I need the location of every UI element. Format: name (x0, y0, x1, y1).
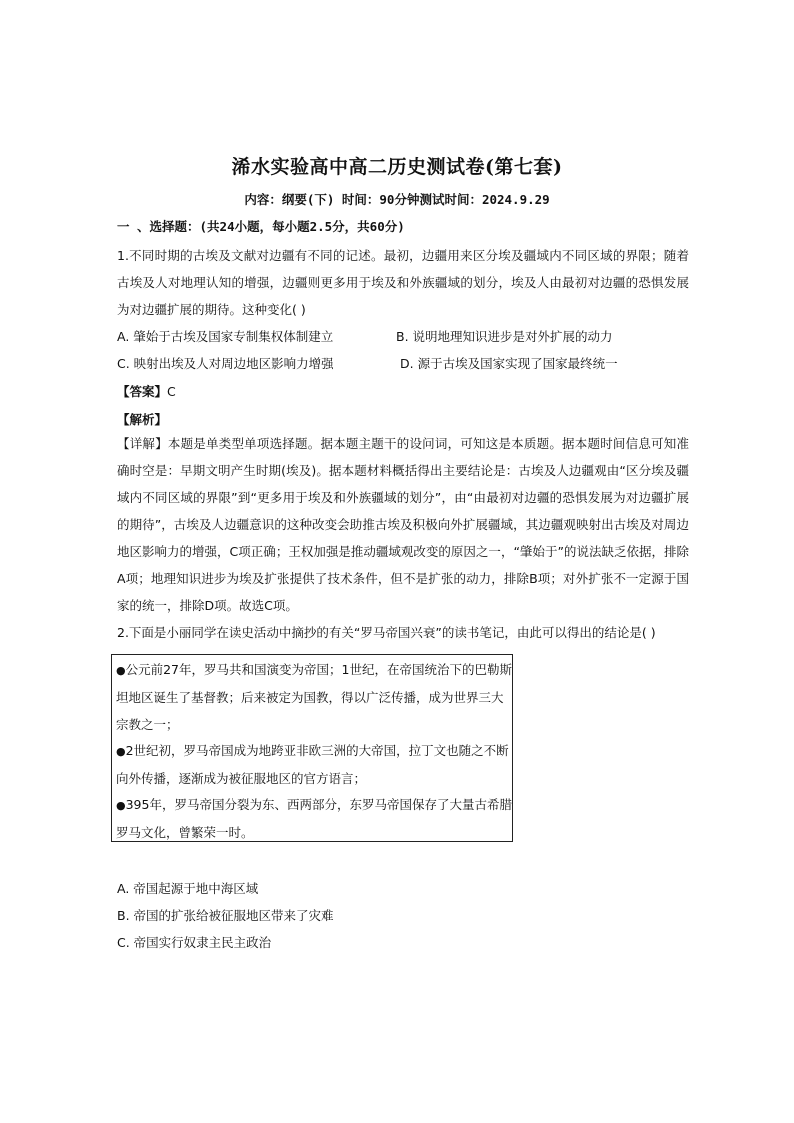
bullet-icon: ● (116, 745, 126, 758)
question-1-detail: 【详解】本题是单类型单项选择题。据本题主题干的设问词，可知这是本质题。据本题时间信息可知准确时空是：早期文明产生时期(埃及)。据本题材料概括得出主要结论是：古埃及人边疆观由“区分埃及疆域内不同区域的界限”到“更多用于埃及和外族疆域的划分”，由“由最初对边疆的恐惧发展为对边疆扩展的期待”，古埃及人边疆意识的这种改变会助推古埃及积极向外扩展疆域，其边疆观映射出古埃及对周边地区影响力的增强，C项正确；王权加强是推动疆域观改变的原因之一，“肇始于”的说法缺乏依据，排除A项；地理知识进步为埃及扩张提供了技术条件，但不是扩张的动力，排除B项；对外扩张不一定源于国家的统一，排除D项。故选C项。 (117, 436, 689, 613)
question-2-option-a: A. 帝国起源于地中海区域 (117, 881, 259, 896)
question-1-stem: 1.不同时期的古埃及文献对边疆有不同的记述。最初，边疆用来区分埃及疆域内不同区域的界限；随着古埃及人对地理认知的增强，边疆则更多用于埃及和外族疆域的划分，埃及人由最初对边疆的恐惧发展为对边疆扩展的期待。这种变化( ) (117, 248, 689, 317)
note-text: 395年，罗马帝国分裂为东、西两部分，东罗马帝国保存了大量古希腊罗马文化，曾繁荣一时。 (116, 797, 512, 840)
note-item (116, 791, 512, 846)
question-1-option-d: D. 源于古埃及国家实现了国家最终统一 (400, 356, 618, 371)
question-1-answer (117, 382, 176, 400)
exam-info: 内容：纲要(下) 时间：90分钟测试时间：2024.9.29 (244, 192, 550, 207)
note-item (116, 737, 512, 792)
question-1-option-a: A. 肇始于古埃及国家专制集权体制建立 (117, 329, 334, 344)
question-1-option-c: C. 映射出埃及人对周边地区影响力增强 (117, 356, 334, 371)
question-2-option-b: B. 帝国的扩张给被征服地区带来了灾难 (117, 908, 334, 923)
section-heading: 一 、选择题：(共24小题，每小题2.5分，共60分) (117, 219, 405, 234)
question-2-stem: 2.下面是小丽同学在读史活动中摘抄的有关“罗马帝国兴衰”的读书笔记，由此可以得出的结论是( ) (117, 625, 656, 640)
question-2-option-c: C. 帝国实行奴隶主民主政治 (117, 935, 272, 950)
bullet-icon: ● (116, 664, 126, 677)
note-text: 2世纪初，罗马帝国成为地跨亚非欧三洲的大帝国，拉丁文也随之不断向外传播，逐渐成为被征服地区的官方语言； (116, 743, 509, 786)
answer-label: 【答案】 (117, 384, 168, 399)
note-text: 公元前27年，罗马共和国演变为帝国；1世纪，在帝国统治下的巴勒斯坦地区诞生了基督教；后来被定为国教，得以广泛传播，成为世界三大宗教之一； (116, 662, 512, 732)
page-title: 浠水实验高中高二历史测试卷(第七套) (231, 156, 563, 178)
reading-notes-box (111, 654, 513, 842)
note-item (116, 656, 512, 738)
bullet-icon: ● (116, 799, 126, 812)
question-1-option-b: B. 说明地理知识进步是对外扩展的动力 (396, 329, 613, 344)
answer-value: C (167, 384, 176, 399)
analysis-label: 【解析】 (117, 412, 168, 427)
